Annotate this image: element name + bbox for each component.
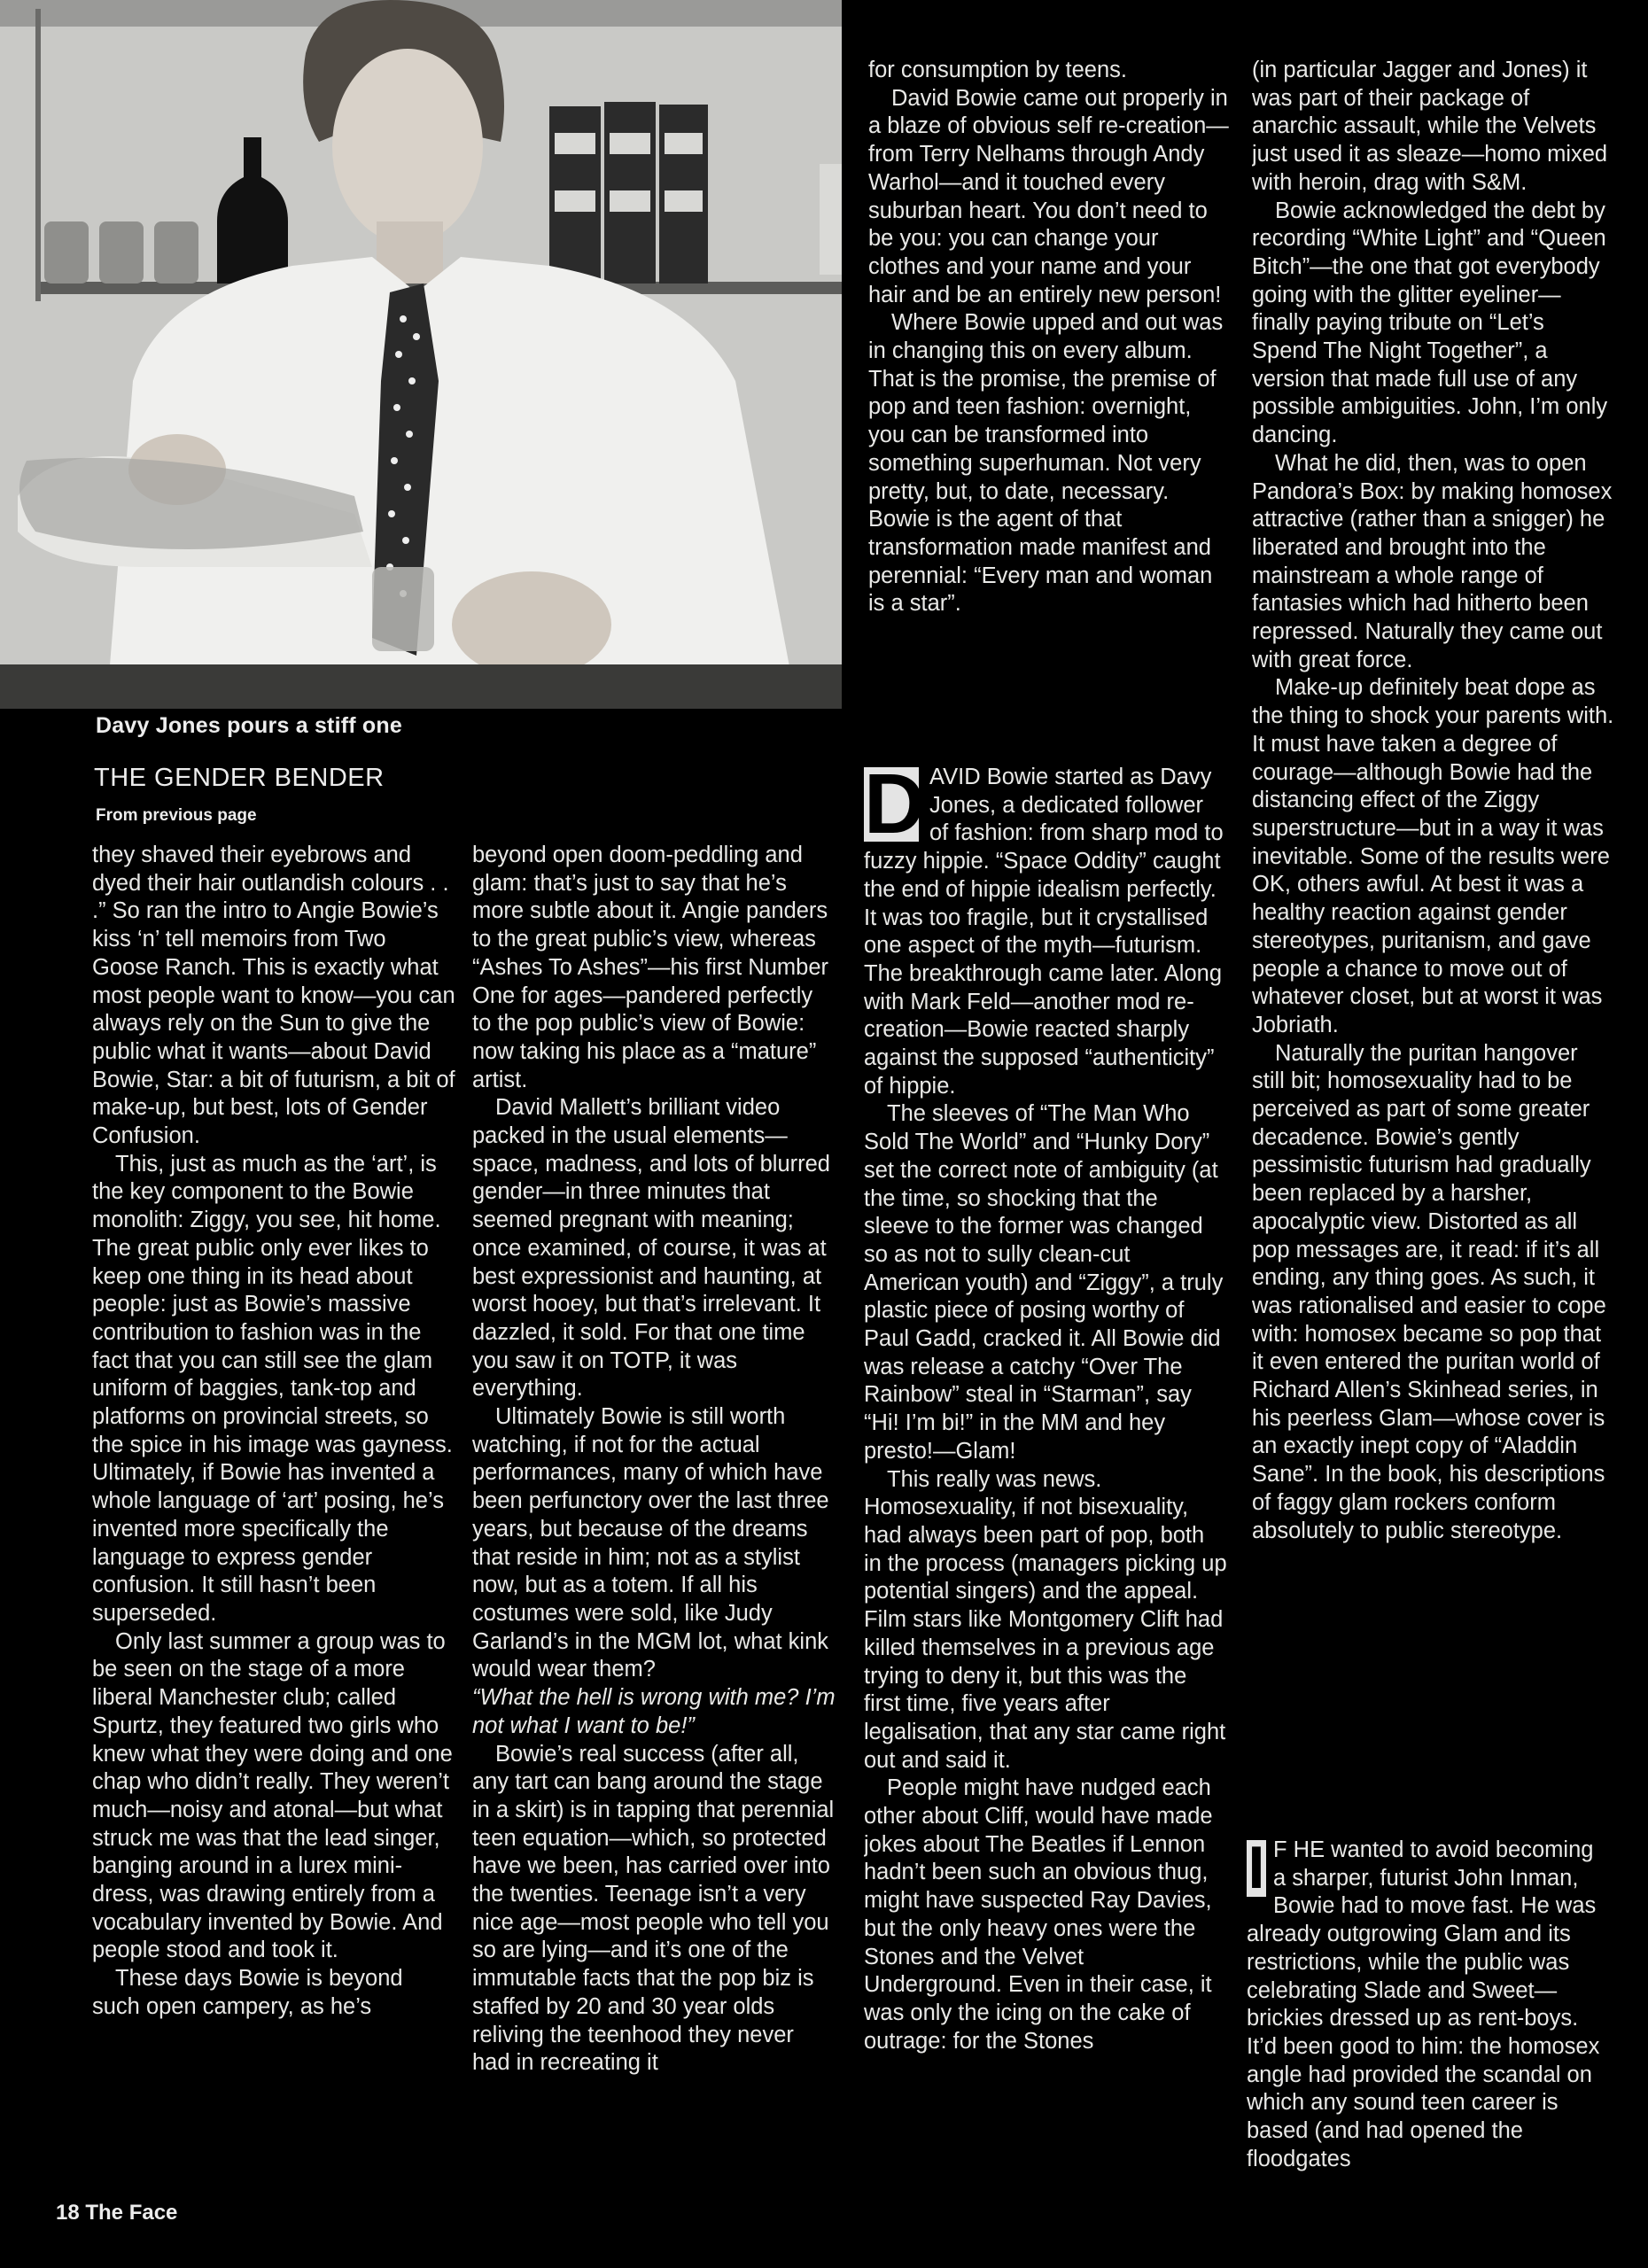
article-column-1: [92, 842, 455, 2022]
paragraph: David Mallett’s brilliant video packed in the usual elements—space, madness, and lots of blurred gender—in three minutes that seemed pregnant with meaning; once examined, of course, it was at best expressionist and haunting, at worst hooey, but that’s irrelevant. It dazzled, it sold. For that one time you saw it on TOTP, it was everything.: [472, 1095, 830, 1402]
paragraph: The sleeves of “The Man Who Sold The World” and “Hunky Dory” set the correct note of ambiguity (at the time, so shocking that the sleeve to the former was changed so as not to sully clean-cut American youth) and “Ziggy”, a truly plastic piece of posing worthy of Paul Gadd, cracked it. All Bowie did was release a catchy “Over The Rainbow” steal in “Starman”, say “Hi! I’m bi!” in the MM and hey presto!—Glam!: [864, 1101, 1224, 1464]
lead-text: AVID Bowie started as Davy Jones, a dedicated follower of fashion: from sharp mod to fuzzy hippie. “Space Oddity” caught the end of hippie idealism perfectly. It was too fragile, but it crystallised one aspect of the myth—futurism. The breakthrough came later. Along with Mark Feld—another mod re-creation—Bowie reacted sharply against the supposed “authenticity” of hippie.: [864, 765, 1224, 1099]
paragraph: What he did, then, was to open Pandora’s Box: by making homosex attractive (rather than a snigger) he liberated and brought into the mainstream a whole range of fantasies which had hitherto been repressed. Naturally they came out with great force.: [1252, 450, 1613, 672]
page-folio: 18 The Face: [56, 2201, 178, 2225]
paragraph: This, just as much as the ‘art’, is the key component to the Bowie monolith: Ziggy, you see, hit home. The great public only ever likes to keep one thing in its head about people: just as Bowie’s massive contribution to fashion was in the fact that you can still see the glam uniform of baggies, tank-top and platforms on provincial streets, so the spice in his image was gayness. Ultimately, if Bowie has invented a whole language of ‘art’ posing, he’s invented more specifically the language to express gender confusion. It still hasn’t been superseded.: [92, 1151, 453, 1626]
continued-from-label: From previous page: [96, 806, 257, 825]
paragraph: Where Bowie upped and out was in changing this on every album. That is the promise, the premise of pop and teen fashion: overnight, you can be transformed into something superhuman. Not very pretty, but, to date, necessary. Bowie is the agent of that transformation made manifest and perennial: “Every man and woman is a star”.: [868, 310, 1224, 617]
article-column-3-bottom: [864, 764, 1227, 2055]
paragraph: Only last summer a group was to be seen on the stage of a more liberal Manchester club; called Spurtz, they featured two girls who knew what they were doing and one chap who didn’t really. They weren’t much—noisy and atonal—but what struck me was that the lead singer, banging around in a lurex mini-dress, was drawing entirely from a vocabulary invented by Bowie. And people stood and took it.: [92, 1628, 453, 1963]
lead-text: F HE wanted to avoid becoming a sharper, futurist John Inman, Bowie had to move fast. He was already outgrowing Glam and its restrictions, while the public was celebrating Slade and Sweet—brickies dressed up as rent-boys. It’d been good to him: the homosex angle had provided the scandal on which any sound teen career is based (and had opened the floodgates: [1247, 1837, 1600, 2171]
paragraph: [1247, 1837, 1610, 2173]
photo-illustration: [0, 0, 842, 709]
paragraph: David Bowie came out properly in a blaze of obvious self re-creation—from Terry Nelhams through Andy Warhol—and it touched every suburban heart. You don’t need to be you: you can change your clothes and your name and your hair and be an entirely new person!: [868, 85, 1229, 307]
paragraph: Ultimately Bowie is still worth watching, if not for the actual performances, many of which have been perfunctory over the last three years, but because of the dreams that reside in him; not as a stylist now, but as a totem. If all his costumes were sold, like Judy Garland’s in the MGM lot, what kink would wear them?: [472, 1404, 829, 1682]
paragraph: Make-up definitely beat dope as the thing to shock your parents with. It must have taken a degree of courage—although Bowie had the distancing effect of the Ziggy superstructure—but in a way it was inevitable. Some of the results were OK, others awful. At best it was a healthy reaction against gender stereotypes, puritanism, and gave people a chance to move out of whatever closet, but at worst it was Jobriath.: [1252, 675, 1614, 1037]
photo-caption: Davy Jones pours a stiff one: [96, 713, 402, 738]
paragraph: for consumption by teens.: [868, 58, 1127, 82]
article-headline: THE GENDER BENDER: [94, 764, 385, 792]
paragraph: they shaved their eyebrows and dyed their hair outlandish colours . . .” So ran the intro to Angie Bowie’s kiss ‘n’ tell memoirs from Two Goose Ranch. This is exactly what most people want to know—you can always rely on the Sun to give the public what it wants—about David Bowie, Star: a bit of futurism, a bit of make-up, but best, lots of Gender Confusion.: [92, 843, 455, 1149]
article-column-4-top: [1252, 57, 1615, 1545]
paragraph: [864, 764, 1227, 1100]
paragraph: These days Bowie is beyond such open campery, as he’s: [92, 1966, 403, 2019]
paragraph: Bowie acknowledged the debt by recording “White Light” and “Queen Bitch”—the one that got everybody going with the glitter eyeliner—finally paying tribute on “Let’s Spend The Night Together”, a version that made full use of any possible ambiguities. John, I’m only dancing.: [1252, 198, 1608, 448]
paragraph: beyond open doom-peddling and glam: that’s just to say that he’s more subtle about it. Angie panders to the great public’s view, whereas “Ashes To Ashes”—his first Number One for ages—pandered perfectly to the pop public’s view of Bowie: now taking his place as a “mature” artist.: [472, 843, 828, 1092]
paragraph: Naturally the puritan hangover still bit; homosexuality had to be perceived as part of some greater decadence. Bowie’s gently pessimistic futurism had gradually been replaced by a harsher, apocalyptic view. Distorted as all pop messages are, it read: if it’s all ending, any thing goes. As such, it was rationalised and easier to cope with: homosex became so pop that it even entered the puritan world of Richard Allen’s Skinhead series, in his peerless Glam—whose cover is an exactly inept copy of “Aladdin Sane”. In the book, his descriptions of faggy glam rockers conform absolutely to public stereotype.: [1252, 1040, 1606, 1543]
paragraph: (in particular Jagger and Jones) it was part of their package of anarchic assault, while the Velvets just used it as sleaze—homo mixed with heroin, drag with S&M.: [1252, 58, 1608, 195]
article-column-2: [472, 842, 836, 2078]
paragraph: People might have nudged each other about Cliff, would have made jokes about The Beatles if Lennon hadn’t been such an obvious thug, might have suspected Ray Davies, but the only heavy ones were the Stones and the Velvet Underground. Even in their case, it was only the icing on the cake of outrage: for the Stones: [864, 1775, 1213, 2054]
drop-cap: D: [864, 764, 926, 851]
drop-cap: I: [1248, 1840, 1265, 1897]
lyric-quote: “What the hell is wrong with me? I’m not what I want to be!”: [472, 1685, 836, 1738]
photo-davy-jones: [0, 0, 842, 709]
article-column-4-bottom: [1247, 1837, 1610, 2173]
article-column-3-top: [868, 57, 1232, 618]
paragraph: This really was news. Homosexuality, if not bisexuality, had always been part of pop, both in the process (managers picking up potential singers) and the appeal. Film stars like Montgomery Clift had killed themselves in a previous age trying to deny it, but this was the first time, five years after legalisation, that any star came right out and said it.: [864, 1466, 1227, 1773]
paragraph: Bowie’s real success (after all, any tart can bang around the stage in a skirt) is in tapping that perennial teen equation—which, so protected have we been, has carried over into the twenties. Teenage isn’t a very nice age—most people who tell you so are lying—and it’s one of the immutable facts that the pop biz is staffed by 20 and 30 year olds reliving the teenhood they never had in recreating it: [472, 1741, 835, 2076]
